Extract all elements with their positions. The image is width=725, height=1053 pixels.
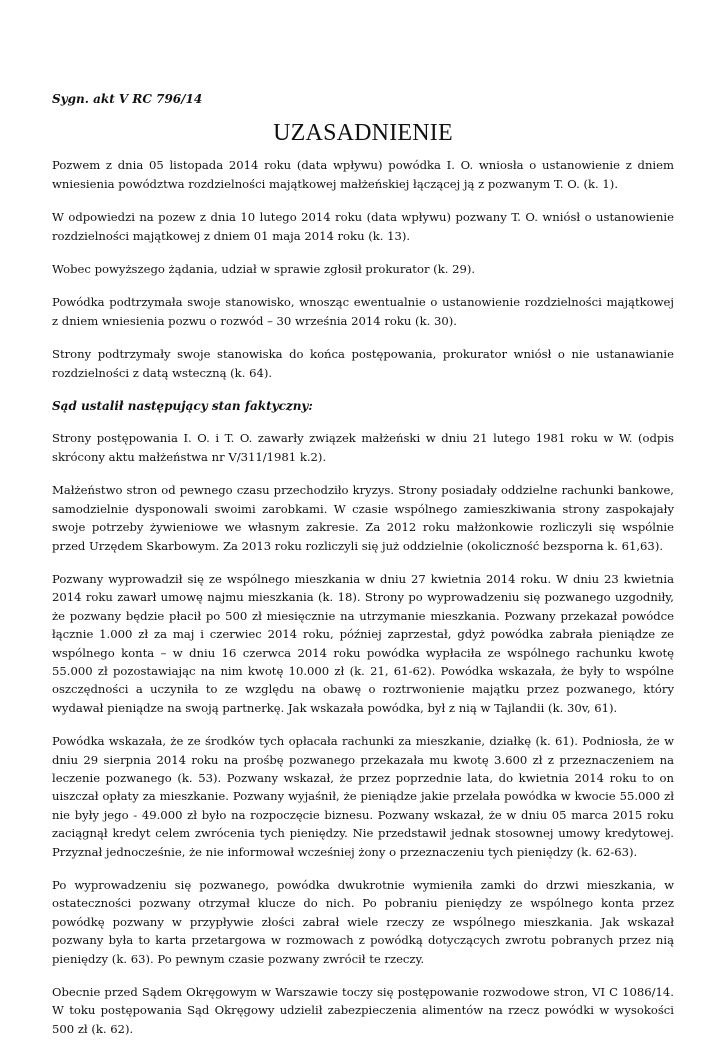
- paragraph-funds: Powódka wskazała, że ze środków tych opłacała rachunki za mieszkanie, działkę (k. 61). Podniosła, że w dniu 29 sierpnia 2014 roku na prośbę pozwanego przekazała mu kwotę 3.600 zł z przeznaczeniem na leczenie pozwanego (k. 53). Pozwany wskazał, że przez poprzednie lata, do kwietnia 2014 roku to on uiszczał opłaty za mieszkanie. Pozwany wyjaśnił, że pieniądze jakie przelała powódka w kwocie 55.000 zł nie były jego - 49.000 zł było na rozpoczęcie biznesu. Pozwany wskazał, że w dniu 05 marca 2015 roku zaciągnął kredyt celem zwrócenia tych pieniędzy. Nie przedstawił jednak stosownej umowy kredytowej. Przyznał jednocześnie, że nie informował wcześniej żony o przeznaczeniu tych pieniędzy (k. 62-63).: [52, 734, 674, 859]
- paragraph-response: W odpowiedzi na pozew z dnia 10 lutego 2014 roku (data wpływu) pozwany T. O. wniósł o ustanowienie rozdzielności majątkowej z dniem 01 maja 2014 roku (k. 13).: [52, 210, 674, 243]
- paragraph-parties-positions: Strony podtrzymały swoje stanowiska do końca postępowania, prokurator wniósł o nie ustanawianie rozdzielności z datą wsteczną (k. 64).: [52, 347, 674, 380]
- case-number: Sygn. akt V RC 796/14: [52, 92, 203, 106]
- document-title: UZASADNIENIE: [273, 120, 453, 147]
- paragraph-plaintiff-position: Powódka podtrzymała swoje stanowisko, wnosząc ewentualnie o ustanowienie rozdzielności majątkowej z dniem wniesienia pozwu o rozwód – 30 września 2014 roku (k. 30).: [52, 295, 674, 328]
- paragraph-moving-out: Pozwany wyprowadził się ze wspólnego mieszkania w dniu 27 kwietnia 2014 roku. W dniu 23 kwietnia 2014 roku zawarł umowę najmu mieszkania (k. 18). Strony po wyprowadzeniu się pozwanego uzgodniły, że pozwany będzie płacił po 500 zł miesięcznie na utrzymanie mieszkania. Pozwany przekazał powódce łącznie 1.000 zł za maj i czerwiec 2014 roku, później zaprzestał, gdyż powódka zabrała pieniądze ze wspólnego konta – w dniu 16 czerwca 2014 roku powódka wypłaciła ze wspólnego rachunku kwotę 55.000 zł pozostawiając na nim kwotę 10.000 zł (k. 21, 61-62). Powódka wskazała, że były to wspólne oszczędności a uczyniła to ze względu na obawę o roztrwonienie majątku przez pozwanego, który wydawał pieniądze na swoją partnerkę. Jak wskazała powódka, był z nią w Tajlandii (k. 30v, 61).: [52, 571, 674, 715]
- paragraph-crisis: Małżeństwo stron od pewnego czasu przechodziło kryzys. Strony posiadały oddzielne rachunki bankowe, samodzielnie dysponowali swoimi zarobkami. W czasie wspólnego zamieszkiwania strony zaspokajały swoje potrzeby żywieniowe we własnym zakresie. Za 2012 roku małżonkowie rozliczyli się wspólnie przed Urzędem Skarbowym. Za 2013 roku rozliczyli się już oddzielnie (okoliczność bezsporna k. 61,63).: [52, 483, 674, 553]
- paragraph-prosecutor: Wobec powyższego żądania, udział w sprawie zgłosił prokurator (k. 29).: [52, 262, 476, 277]
- paragraph-locks: Po wyprowadzeniu się pozwanego, powódka dwukrotnie wymieniła zamki do drzwi mieszkania, w ostateczności pozwany otrzymał klucze do nich. Po pobraniu pieniędzy ze wspólnego konta przez powódkę pozwany w przypływie złości zabrał wiele rzeczy ze wspólnego mieszkania. Jak wskazał pozwany była to karta przetargowa w rozmowach z powódką dotyczących zwrotu pobranych przez nią pieniędzy (k. 63). Po pewnym czasie pozwany zwrócił te rzeczy.: [52, 878, 674, 966]
- paragraph-marriage: Strony postępowania I. O. i T. O. zawarły związek małżeński w dniu 21 lutego 1981 roku w W. (odpis skrócony aktu małżeństwa nr V/311/1981 k.2).: [52, 431, 674, 464]
- paragraph-claim: Pozwem z dnia 05 listopada 2014 roku (data wpływu) powódka I. O. wniosła o ustanowienie z dniem wniesienia powództwa rozdzielności majątkowej małżeńskiej łączącej ją z pozwanym T. O. (k. 1).: [52, 158, 674, 191]
- paragraph-divorce: Obecnie przed Sądem Okręgowym w Warszawie toczy się postępowanie rozwodowe stron, VI C 1086/14. W toku postępowania Sąd Okręgowy udzielił zabezpieczenia alimentów na rzecz powódki w wysokości 500 zł (k. 62).: [52, 985, 674, 1036]
- facts-heading: Sąd ustalił następujący stan faktyczny:: [52, 399, 313, 414]
- document-page: [52, 90, 674, 1053]
